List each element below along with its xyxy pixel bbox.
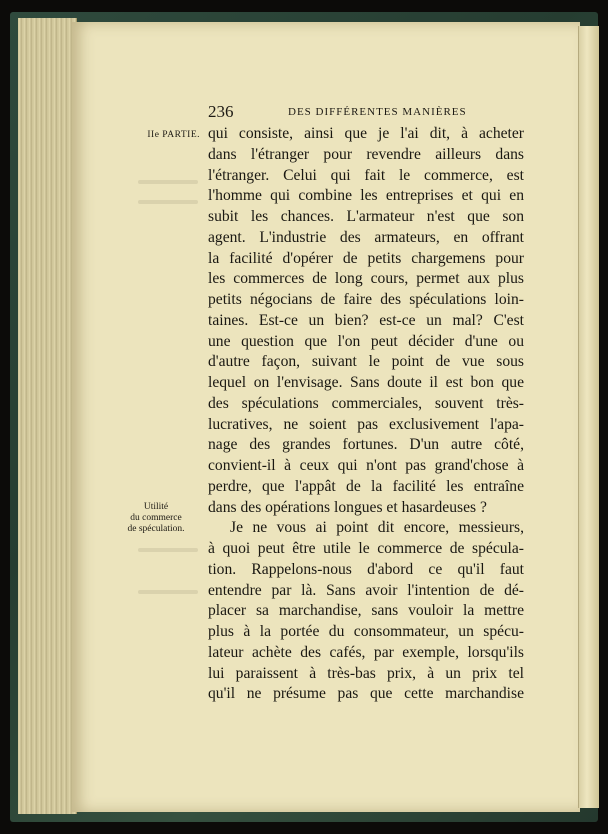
text-line: qu'il ne présume pas que cette marchandise [208, 685, 524, 703]
text-line: des spéculations commerciales, souvent très- [208, 394, 524, 412]
text-line: qui consiste, ainsi que je l'ai dit, à acheter [208, 125, 524, 142]
bleed-through-mark [138, 548, 198, 552]
running-title: DES DIFFÉRENTES MANIÈRES [288, 106, 467, 118]
text-line: entendre par là. Sans avoir l'intention de dé- [208, 581, 524, 599]
text-line: Je ne vous ai point dit encore, messieurs, [230, 519, 524, 537]
text-line: l'étranger. Celui qui fait le commerce, est [208, 166, 524, 184]
body-text [208, 124, 524, 705]
text-line: les commerces de long cours, permet aux plus [208, 270, 524, 288]
margin-note-line: Utilité [143, 502, 169, 512]
text-line: convient-il à ceux qui n'ont pas grand'chose à [208, 457, 524, 474]
text-line: lequel on l'envisage. Sans doute il est bon que [208, 374, 524, 391]
text-line: l'homme qui combine les entreprises et qui en [208, 187, 524, 205]
text-line: taines. Est-ce un bien? est-ce un mal? C'est [208, 311, 524, 329]
text-line: dans des opérations longues et hasardeuses ? [208, 498, 487, 516]
text-line: d'autre façon, suivant le point de vue sous [208, 353, 524, 371]
text-line: une question que l'on peut décider d'une ou [208, 332, 524, 350]
text-line: dans l'étranger pour revendre ailleurs dans [208, 145, 524, 163]
text-line: tion. Rappelons-nous d'abord ce qu'il faut [208, 560, 524, 578]
margin-note-line: de spéculation. [127, 524, 185, 534]
text-line: la facilité d'opérer de petits chargemens pour [208, 249, 524, 267]
text-line: lucratives, ne soient pas exclusivement l'apa- [208, 415, 524, 433]
margin-note-line: du commerce [130, 513, 182, 523]
text-line: plus à la portée du consommateur, un spécu- [208, 623, 524, 640]
text-line: lui paraissent à très-bas prix, à un prix tel [208, 664, 524, 682]
page-edges-right [578, 26, 599, 808]
text-line: placer sa marchandise, sans vouloir la mettre [208, 602, 524, 620]
bleed-through-mark [138, 590, 198, 594]
margin-note [110, 502, 202, 535]
text-line: subit les chances. L'armateur n'est que son [208, 208, 524, 225]
margin-part-label: IIe PARTIE. [147, 130, 200, 140]
page-header [208, 102, 518, 122]
text-line: à quoi peut être utile le commerce de spécula- [208, 540, 524, 557]
page-edges-left [18, 18, 77, 814]
text-line: lateur achète des cafés, par exemple, lorsqu'ils [208, 643, 524, 661]
page-number: 236 [208, 102, 234, 121]
bleed-through-mark [138, 200, 198, 204]
text-line: agent. L'industrie des armateurs, en offrant [208, 228, 524, 246]
bleed-through-mark [138, 180, 198, 184]
text-line: nage des grandes fortunes. D'un autre côté, [208, 436, 524, 454]
text-line: petits négocians de faire des spéculations loin- [208, 291, 524, 308]
text-line: perdre, que l'appât de la facilité les entraîne [208, 477, 524, 495]
